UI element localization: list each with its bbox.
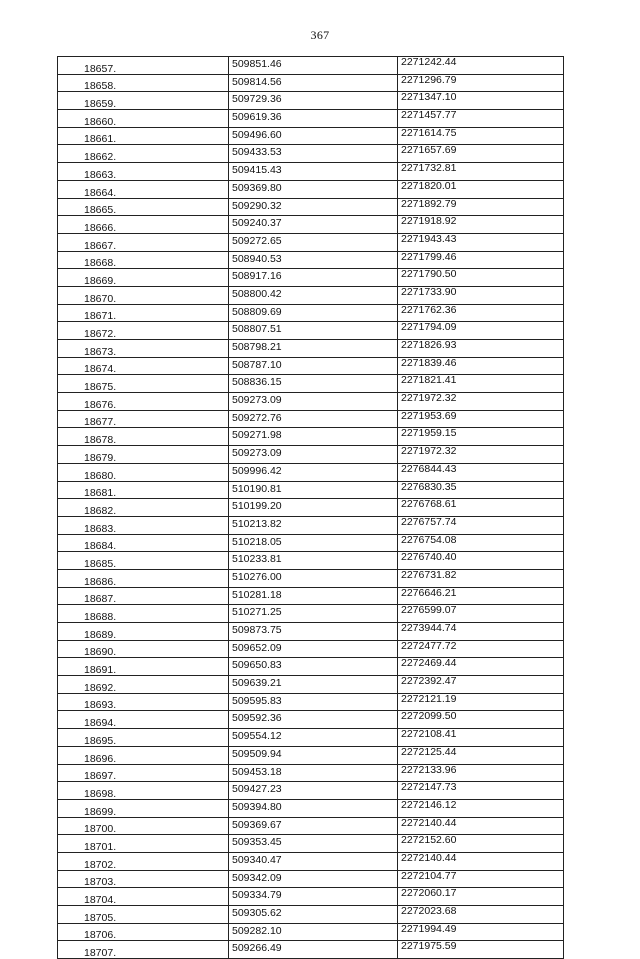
easting-cell: 509340.47 <box>229 852 398 870</box>
northing-cell: 2276599.07 <box>398 605 564 623</box>
point-number-cell: 18696. <box>58 746 229 764</box>
point-number-cell: 18700. <box>58 817 229 835</box>
point-number-cell: 18690. <box>58 640 229 658</box>
table-row <box>58 357 564 375</box>
point-number-cell: 18706. <box>58 923 229 941</box>
easting-cell: 509650.83 <box>229 658 398 676</box>
northing-cell: 2276646.21 <box>398 587 564 605</box>
point-number-cell: 18675. <box>58 375 229 393</box>
table-row <box>58 198 564 216</box>
point-number-cell: 18667. <box>58 233 229 251</box>
point-number-cell: 18704. <box>58 888 229 906</box>
table-row <box>58 57 564 75</box>
point-number-cell: 18681. <box>58 481 229 499</box>
table-row <box>58 605 564 623</box>
easting-cell: 509851.46 <box>229 57 398 75</box>
point-number-cell: 18707. <box>58 941 229 959</box>
table-row <box>58 375 564 393</box>
northing-cell: 2276768.61 <box>398 499 564 517</box>
point-number-cell: 18699. <box>58 799 229 817</box>
point-number-cell: 18665. <box>58 198 229 216</box>
easting-cell: 510213.82 <box>229 516 398 534</box>
table-row <box>58 746 564 764</box>
easting-cell: 509433.53 <box>229 145 398 163</box>
northing-cell: 2272147.73 <box>398 782 564 800</box>
point-number-cell: 18683. <box>58 516 229 534</box>
table-row <box>58 888 564 906</box>
table-row <box>58 711 564 729</box>
northing-cell: 2272392.47 <box>398 676 564 694</box>
point-number-cell: 18687. <box>58 587 229 605</box>
point-number-cell: 18697. <box>58 764 229 782</box>
table-row <box>58 693 564 711</box>
table-row <box>58 216 564 234</box>
table-row <box>58 552 564 570</box>
table-row <box>58 251 564 269</box>
coordinate-table <box>57 56 564 959</box>
easting-cell: 508787.10 <box>229 357 398 375</box>
table-row <box>58 428 564 446</box>
point-number-cell: 18695. <box>58 729 229 747</box>
northing-cell: 2271296.79 <box>398 74 564 92</box>
easting-cell: 509266.49 <box>229 941 398 959</box>
northing-cell: 2271794.09 <box>398 322 564 340</box>
easting-cell: 509273.09 <box>229 393 398 411</box>
northing-cell: 2271892.79 <box>398 198 564 216</box>
northing-cell: 2276740.40 <box>398 552 564 570</box>
point-number-cell: 18702. <box>58 852 229 870</box>
table-row <box>58 304 564 322</box>
easting-cell: 509415.43 <box>229 163 398 181</box>
table-row <box>58 393 564 411</box>
northing-cell: 2272125.44 <box>398 746 564 764</box>
table-row <box>58 729 564 747</box>
page-number: 367 <box>310 28 330 42</box>
easting-cell: 509996.42 <box>229 463 398 481</box>
table-row <box>58 923 564 941</box>
point-number-cell: 18669. <box>58 269 229 287</box>
northing-cell: 2271799.46 <box>398 251 564 269</box>
table-row <box>58 569 564 587</box>
point-number-cell: 18673. <box>58 340 229 358</box>
easting-cell: 508917.16 <box>229 269 398 287</box>
table-row <box>58 446 564 464</box>
point-number-cell: 18660. <box>58 110 229 128</box>
northing-cell: 2272060.17 <box>398 888 564 906</box>
northing-cell: 2273944.74 <box>398 623 564 641</box>
northing-cell: 2271953.69 <box>398 410 564 428</box>
northing-cell: 2272121.19 <box>398 693 564 711</box>
table-row <box>58 74 564 92</box>
point-number-cell: 18680. <box>58 463 229 481</box>
northing-cell: 2272140.44 <box>398 817 564 835</box>
point-number-cell: 18671. <box>58 304 229 322</box>
easting-cell: 509427.23 <box>229 782 398 800</box>
northing-cell: 2276731.82 <box>398 569 564 587</box>
easting-cell: 509240.37 <box>229 216 398 234</box>
easting-cell: 509353.45 <box>229 835 398 853</box>
easting-cell: 509554.12 <box>229 729 398 747</box>
northing-cell: 2271959.15 <box>398 428 564 446</box>
northing-cell: 2272023.68 <box>398 906 564 924</box>
northing-cell: 2271347.10 <box>398 92 564 110</box>
northing-cell: 2276754.08 <box>398 534 564 552</box>
easting-cell: 509814.56 <box>229 74 398 92</box>
northing-cell: 2271732.81 <box>398 163 564 181</box>
table-row <box>58 322 564 340</box>
table-row <box>58 906 564 924</box>
table-row <box>58 799 564 817</box>
table-row <box>58 587 564 605</box>
easting-cell: 509595.83 <box>229 693 398 711</box>
table-row <box>58 835 564 853</box>
point-number-cell: 18670. <box>58 286 229 304</box>
northing-cell: 2271733.90 <box>398 286 564 304</box>
northing-cell: 2271918.92 <box>398 216 564 234</box>
table-row <box>58 516 564 534</box>
easting-cell: 508809.69 <box>229 304 398 322</box>
table-row <box>58 180 564 198</box>
northing-cell: 2272152.60 <box>398 835 564 853</box>
table-row <box>58 145 564 163</box>
table-row <box>58 534 564 552</box>
point-number-cell: 18693. <box>58 693 229 711</box>
table-row <box>58 233 564 251</box>
easting-cell: 509272.76 <box>229 410 398 428</box>
easting-cell: 509305.62 <box>229 906 398 924</box>
table-row <box>58 640 564 658</box>
easting-cell: 510276.00 <box>229 569 398 587</box>
table-row <box>58 623 564 641</box>
point-number-cell: 18701. <box>58 835 229 853</box>
point-number-cell: 18678. <box>58 428 229 446</box>
northing-cell: 2276757.74 <box>398 516 564 534</box>
northing-cell: 2272108.41 <box>398 729 564 747</box>
point-number-cell: 18658. <box>58 74 229 92</box>
point-number-cell: 18674. <box>58 357 229 375</box>
table-row <box>58 481 564 499</box>
northing-cell: 2272099.50 <box>398 711 564 729</box>
table-row <box>58 499 564 517</box>
northing-cell: 2271820.01 <box>398 180 564 198</box>
point-number-cell: 18666. <box>58 216 229 234</box>
table-row <box>58 764 564 782</box>
easting-cell: 510218.05 <box>229 534 398 552</box>
point-number-cell: 18682. <box>58 499 229 517</box>
easting-cell: 508940.53 <box>229 251 398 269</box>
easting-cell: 509509.94 <box>229 746 398 764</box>
table-row <box>58 110 564 128</box>
point-number-cell: 18685. <box>58 552 229 570</box>
table-row <box>58 463 564 481</box>
easting-cell: 510233.81 <box>229 552 398 570</box>
point-number-cell: 18662. <box>58 145 229 163</box>
easting-cell: 508798.21 <box>229 340 398 358</box>
northing-cell: 2271242.44 <box>398 57 564 75</box>
northing-cell: 2271839.46 <box>398 357 564 375</box>
easting-cell: 509282.10 <box>229 923 398 941</box>
point-number-cell: 18668. <box>58 251 229 269</box>
easting-cell: 509334.79 <box>229 888 398 906</box>
table-row <box>58 286 564 304</box>
northing-cell: 2271790.50 <box>398 269 564 287</box>
table-row <box>58 658 564 676</box>
easting-cell: 509592.36 <box>229 711 398 729</box>
easting-cell: 509342.09 <box>229 870 398 888</box>
northing-cell: 2271821.41 <box>398 375 564 393</box>
easting-cell: 510190.81 <box>229 481 398 499</box>
northing-cell: 2272104.77 <box>398 870 564 888</box>
table-row <box>58 163 564 181</box>
northing-cell: 2271657.69 <box>398 145 564 163</box>
point-number-cell: 18659. <box>58 92 229 110</box>
easting-cell: 508807.51 <box>229 322 398 340</box>
northing-cell: 2271457.77 <box>398 110 564 128</box>
point-number-cell: 18677. <box>58 410 229 428</box>
point-number-cell: 18698. <box>58 782 229 800</box>
table-row <box>58 127 564 145</box>
point-number-cell: 18684. <box>58 534 229 552</box>
point-number-cell: 18691. <box>58 658 229 676</box>
northing-cell: 2272477.72 <box>398 640 564 658</box>
northing-cell: 2271994.49 <box>398 923 564 941</box>
table-row <box>58 782 564 800</box>
northing-cell: 2271826.93 <box>398 340 564 358</box>
easting-cell: 509271.98 <box>229 428 398 446</box>
easting-cell: 509369.80 <box>229 180 398 198</box>
easting-cell: 510199.20 <box>229 499 398 517</box>
easting-cell: 509394.80 <box>229 799 398 817</box>
northing-cell: 2271762.36 <box>398 304 564 322</box>
point-number-cell: 18679. <box>58 446 229 464</box>
northing-cell: 2271972.32 <box>398 393 564 411</box>
table-row <box>58 410 564 428</box>
northing-cell: 2271614.75 <box>398 127 564 145</box>
table-row <box>58 941 564 959</box>
easting-cell: 510271.25 <box>229 605 398 623</box>
table-row <box>58 852 564 870</box>
northing-cell: 2272133.96 <box>398 764 564 782</box>
northing-cell: 2272140.44 <box>398 852 564 870</box>
easting-cell: 509729.36 <box>229 92 398 110</box>
point-number-cell: 18663. <box>58 163 229 181</box>
northing-cell: 2271943.43 <box>398 233 564 251</box>
easting-cell: 509290.32 <box>229 198 398 216</box>
easting-cell: 508800.42 <box>229 286 398 304</box>
easting-cell: 508836.15 <box>229 375 398 393</box>
point-number-cell: 18657. <box>58 57 229 75</box>
easting-cell: 509639.21 <box>229 676 398 694</box>
northing-cell: 2276830.35 <box>398 481 564 499</box>
easting-cell: 509453.18 <box>229 764 398 782</box>
table-row <box>58 817 564 835</box>
table-row <box>58 340 564 358</box>
point-number-cell: 18692. <box>58 676 229 694</box>
point-number-cell: 18694. <box>58 711 229 729</box>
easting-cell: 509652.09 <box>229 640 398 658</box>
coordinate-table-body <box>58 57 564 959</box>
northing-cell: 2272469.44 <box>398 658 564 676</box>
easting-cell: 509619.36 <box>229 110 398 128</box>
point-number-cell: 18664. <box>58 180 229 198</box>
table-row <box>58 92 564 110</box>
table-row <box>58 269 564 287</box>
easting-cell: 509272.65 <box>229 233 398 251</box>
point-number-cell: 18689. <box>58 623 229 641</box>
point-number-cell: 18703. <box>58 870 229 888</box>
easting-cell: 509873.75 <box>229 623 398 641</box>
northing-cell: 2271975.59 <box>398 941 564 959</box>
point-number-cell: 18676. <box>58 393 229 411</box>
easting-cell: 510281.18 <box>229 587 398 605</box>
easting-cell: 509496.60 <box>229 127 398 145</box>
point-number-cell: 18672. <box>58 322 229 340</box>
northing-cell: 2271972.32 <box>398 446 564 464</box>
point-number-cell: 18661. <box>58 127 229 145</box>
point-number-cell: 18688. <box>58 605 229 623</box>
northing-cell: 2272146.12 <box>398 799 564 817</box>
easting-cell: 509273.09 <box>229 446 398 464</box>
table-row <box>58 676 564 694</box>
point-number-cell: 18705. <box>58 906 229 924</box>
northing-cell: 2276844.43 <box>398 463 564 481</box>
easting-cell: 509369.67 <box>229 817 398 835</box>
point-number-cell: 18686. <box>58 569 229 587</box>
table-row <box>58 870 564 888</box>
